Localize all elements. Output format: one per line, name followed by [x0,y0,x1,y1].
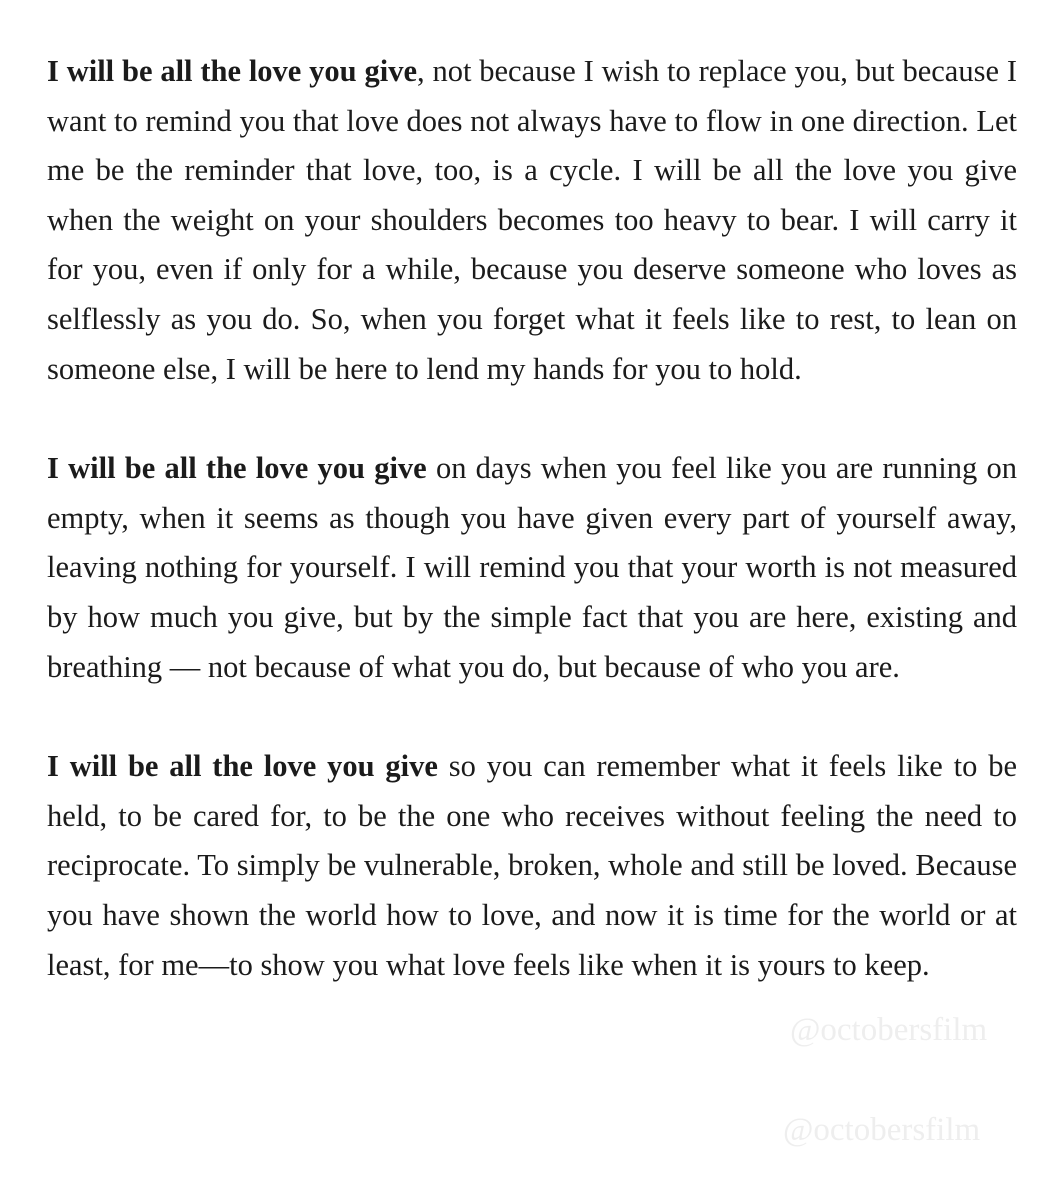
watermark-upper: @octobersfilm [790,1012,988,1048]
paragraph-2-body: on days when you feel like you are running on empty, when it seems as though you have given every part of yourself away, leaving nothing for yourself. I will remind you that your worth is not measured by how much you give, but by the simple fact that you are here, existing and breathing — not because of what you do, but because of who you are. [47,451,1017,684]
paragraph-1 [47,47,1017,394]
paragraph-2 [47,444,1017,692]
watermark-lower: @octobersfilm [783,1112,981,1148]
paragraph-3-lead: I will be all the love you give [47,749,438,784]
paragraph-1-lead: I will be all the love you give [47,54,417,88]
paragraph-3 [47,742,1017,990]
text-body [47,47,1017,1040]
paragraph-3-body: so you can remember what it feels like to be held, to be cared for, to be the one who receives without feeling the need to reciprocate. To simply be vulnerable, broken, whole and still be loved. Because you have shown the world how to love, and now it is time for the world or at least, for me—to show you what love feels like when it is yours to keep. [47,749,1017,982]
paragraph-1-body: , not because I wish to replace you, but because I want to remind you that love does not always have to flow in one direction. Let me be the reminder that love, too, is a cycle. I will be all the love you give when the weight on your shoulders becomes too heavy to bear. I will carry it for you, even if only for a while, because you deserve someone who loves as selflessly as you do. So, when you forget what it feels like to rest, to lean on someone else, I will be here to lend my hands for you to hold. [47,54,1017,386]
paragraph-2-lead: I will be all the love you give [47,451,427,486]
